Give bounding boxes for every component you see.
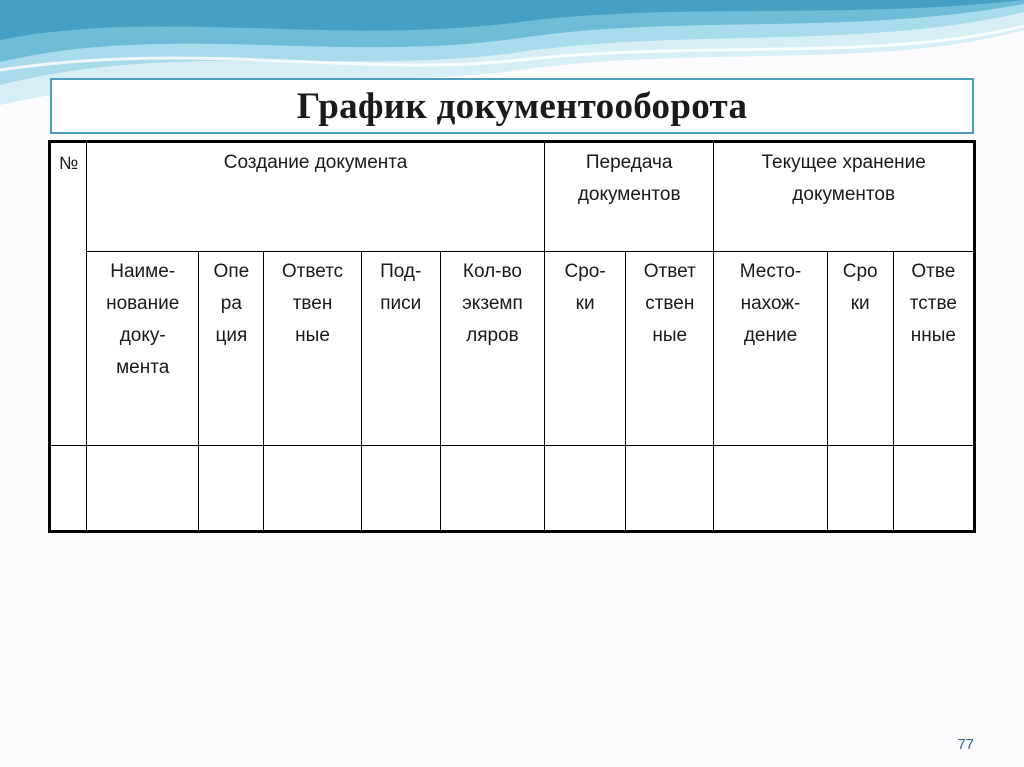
document-flow-table [48,140,976,533]
empty-cell [714,446,827,532]
empty-cell [827,446,893,532]
subheader-operation: Опе ра ция [199,252,264,446]
subheader-storage-responsible: Отве тстве нные [893,252,974,446]
empty-cell [545,446,626,532]
empty-cell [361,446,440,532]
table-row [50,446,975,532]
empty-cell [50,446,87,532]
slide-title: График документооборота [296,85,748,127]
group-header-transfer: Передача документов [545,142,714,252]
empty-cell [87,446,199,532]
subheader-transfer-responsible: Ответ ствен ные [626,252,714,446]
subheader-transfer-deadlines: Сро- ки [545,252,626,446]
empty-cell [440,446,544,532]
subheader-copies: Кол-во экземп ляров [440,252,544,446]
empty-cell [893,446,974,532]
title-box [50,78,974,134]
number-header: № [50,142,87,446]
subheader-document-name: Наиме- нование доку- мента [87,252,199,446]
empty-cell [264,446,361,532]
empty-cell [626,446,714,532]
subheader-location: Место- нахож- дение [714,252,827,446]
subheader-responsible: Ответс твен ные [264,252,361,446]
subheader-signatures: Под- писи [361,252,440,446]
page-number: 77 [957,736,974,753]
group-header-storage: Текущее хранение документов [714,142,975,252]
subheader-storage-deadlines: Сро ки [827,252,893,446]
empty-cell [199,446,264,532]
group-header-creation: Создание документа [87,142,545,252]
